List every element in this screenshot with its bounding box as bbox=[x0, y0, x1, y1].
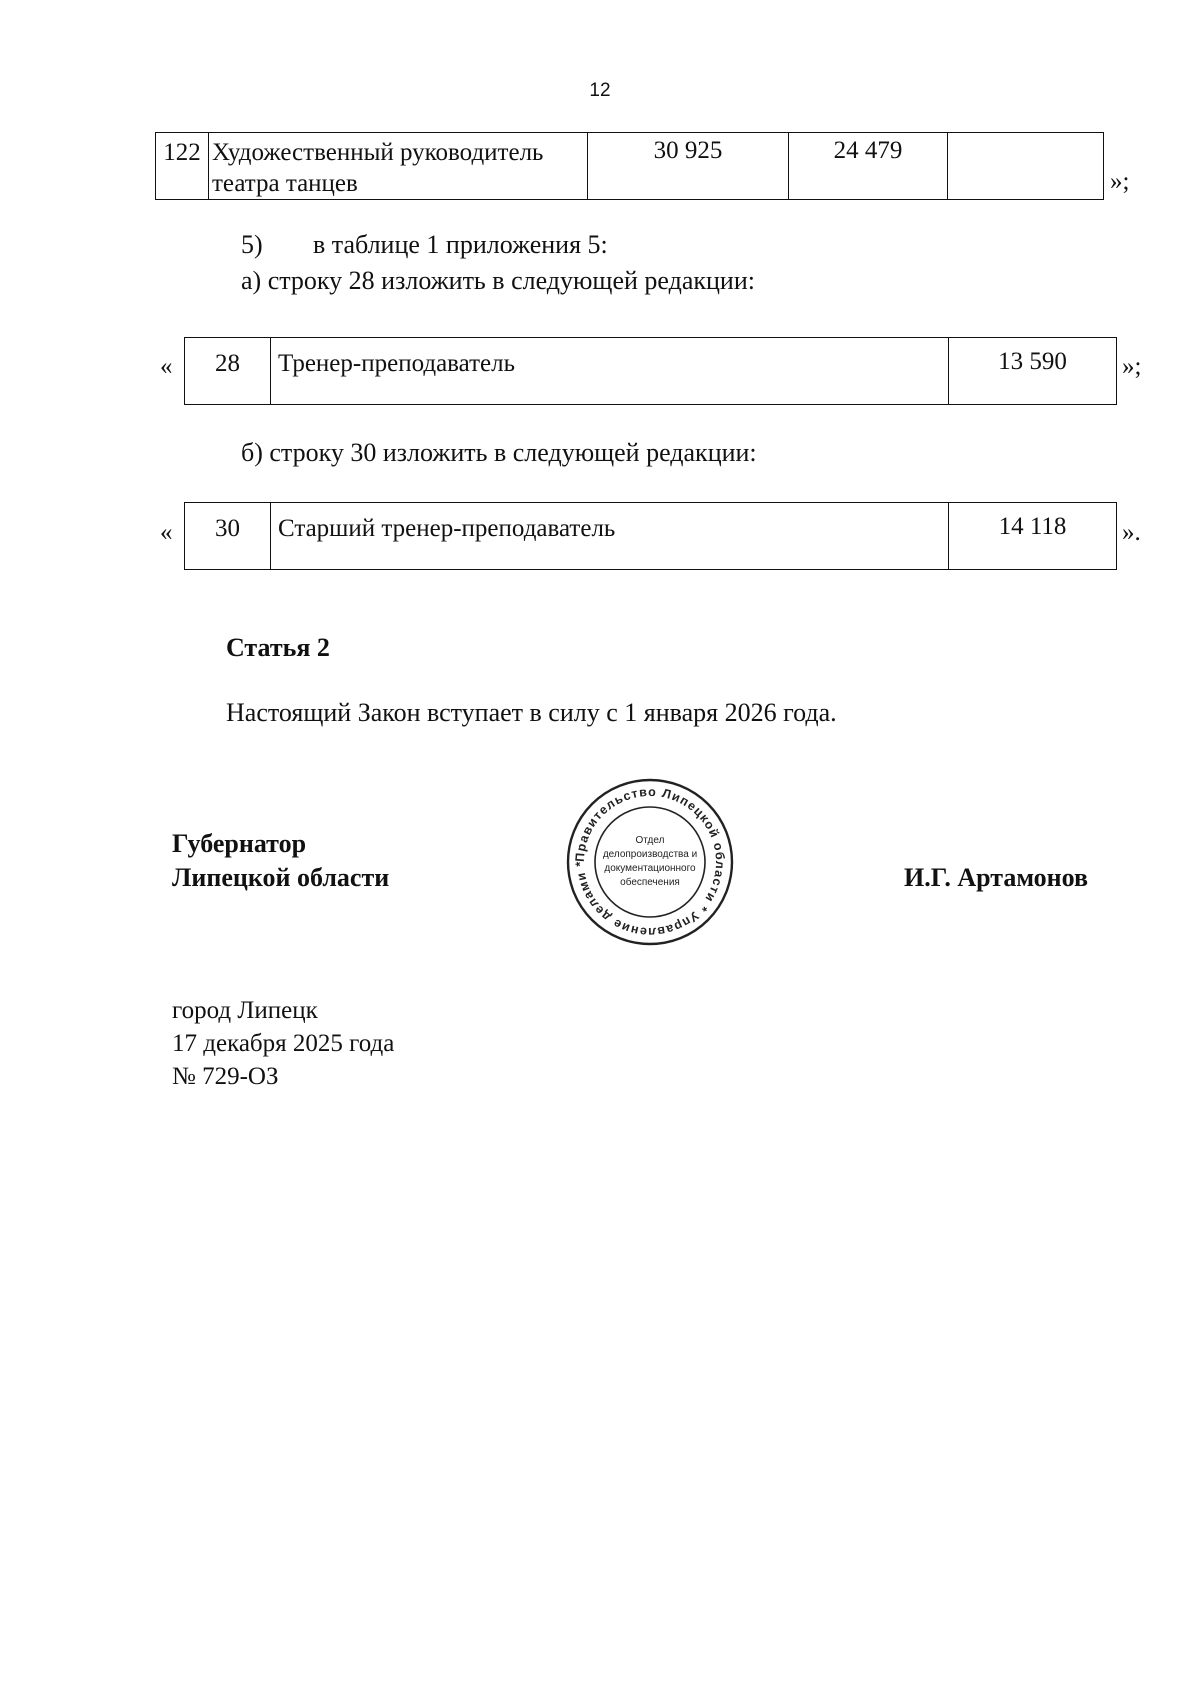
signatory-name: И.Г. Артамонов bbox=[904, 863, 1089, 892]
value-1: 30 925 bbox=[653, 137, 723, 164]
closing-quote-30: ». bbox=[1122, 519, 1141, 546]
item-5-text: в таблице 1 приложения 5: bbox=[313, 230, 608, 259]
row-title-line1: Художественный руководитель bbox=[212, 139, 544, 166]
value-cell-2 bbox=[789, 133, 948, 200]
footer-number: № 729-ОЗ bbox=[172, 1063, 279, 1090]
value-cell bbox=[949, 503, 1117, 570]
stamp-ring-text bbox=[573, 785, 727, 939]
table-row-30 bbox=[184, 502, 1117, 570]
article-text: Настоящий Закон вступает в силу с 1 января 2026 года. bbox=[226, 698, 837, 727]
row-value: 13 590 bbox=[998, 348, 1067, 375]
table-row-122 bbox=[155, 132, 1104, 200]
footer-block bbox=[172, 994, 394, 1093]
row-value: 14 118 bbox=[998, 513, 1067, 540]
value-cell bbox=[949, 338, 1117, 405]
closing-quote-28: »; bbox=[1122, 353, 1142, 380]
article-heading: Статья 2 bbox=[226, 633, 330, 662]
row-number-cell bbox=[185, 503, 271, 570]
signatory-title-line1: Губернатор bbox=[172, 829, 307, 858]
item-a-text: а) строку 28 изложить в следующей редакции: bbox=[241, 266, 755, 295]
opening-quote-30: « bbox=[160, 519, 173, 546]
row-title-cell bbox=[209, 133, 588, 200]
row-number: 30 bbox=[215, 515, 240, 542]
row-title: Тренер-преподаватель bbox=[278, 350, 515, 377]
signatory-title bbox=[172, 827, 389, 895]
table-row-28 bbox=[184, 337, 1117, 405]
opening-quote-28: « bbox=[160, 353, 173, 380]
item-b-text: б) строку 30 изложить в следующей редакции: bbox=[241, 438, 757, 467]
stamp-inner-line1: Отдел bbox=[635, 835, 665, 846]
row-number-cell bbox=[156, 133, 209, 200]
stamp-inner-line2: делопроизводства и bbox=[602, 849, 698, 860]
official-stamp bbox=[565, 777, 735, 947]
row-number: 28 bbox=[215, 350, 240, 377]
closing-quote-122: »; bbox=[1110, 168, 1130, 195]
row-title: Старший тренер-преподаватель bbox=[278, 515, 616, 542]
row-number-cell bbox=[185, 338, 271, 405]
row-number: 122 bbox=[163, 139, 201, 166]
value-cell-1 bbox=[588, 133, 789, 200]
stamp-ring-text-content: Правительство Липецкой области * Управление делами * bbox=[572, 784, 728, 940]
value-cell-3 bbox=[948, 133, 1104, 200]
footer-date: 17 декабря 2025 года bbox=[172, 1030, 395, 1057]
row-title-cell bbox=[271, 338, 949, 405]
footer-city: город Липецк bbox=[172, 997, 318, 1024]
value-2: 24 479 bbox=[833, 137, 903, 164]
page-number: 12 bbox=[589, 80, 611, 101]
row-title-line2: театра танцев bbox=[212, 170, 358, 197]
stamp-inner-line3: документационного bbox=[604, 863, 696, 874]
stamp-inner-line4: обеспечения bbox=[620, 877, 680, 888]
item-5-number: 5) bbox=[241, 230, 263, 259]
signatory-title-line2: Липецкой области bbox=[172, 863, 390, 892]
row-title-cell bbox=[271, 503, 949, 570]
